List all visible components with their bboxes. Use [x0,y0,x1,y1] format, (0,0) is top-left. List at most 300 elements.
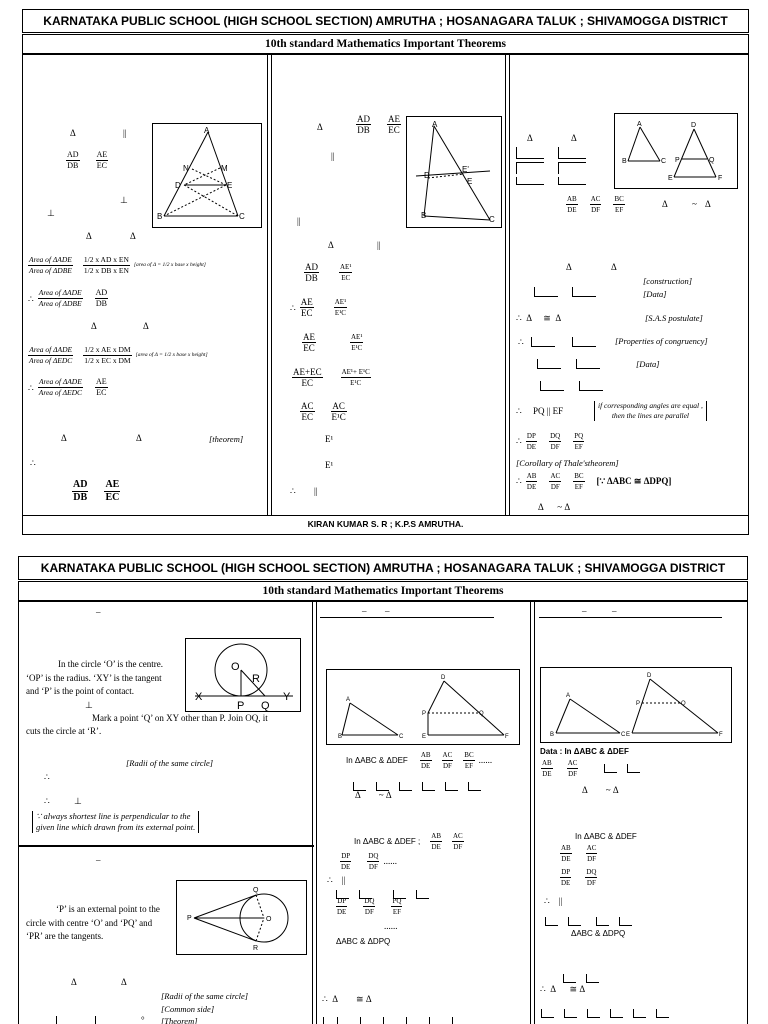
fraction-numerator: 1/2 x AD x EN [83,255,129,264]
fraction [586,843,598,864]
diagram-label: F [505,734,509,740]
fraction-denominator: Area of ΔEDC [38,388,83,397]
text-fragment: Δ [564,502,571,512]
text-fragment: Δ [612,785,619,795]
proof-line: In ΔABC & ΔDEF [575,832,637,841]
column-divider [530,601,535,1024]
text-fragment: Δ [332,994,339,1004]
fraction-numerator: AD [357,114,370,124]
fraction-numerator: AB [420,751,431,759]
fraction-numerator: DQ [550,432,561,440]
congruence-line [322,994,372,1005]
text-fragment: Δ [385,790,392,800]
text-fragment: [area of Δ = 1/2 x base x height] [133,262,206,268]
angle-mark [537,359,561,369]
delta-symbol: Δ [571,133,577,143]
fraction [83,345,131,366]
fraction [38,377,83,398]
diagram-label: Q [709,157,715,164]
congruence-line [540,984,585,995]
angle-mark [596,917,609,926]
perp-symbol: ⊥ [74,796,82,806]
reason-theorem: [Theorem] [161,1016,198,1024]
angle-mark [534,287,558,297]
delta-symbol: Δ [130,231,136,241]
fraction-numerator: DP [561,868,571,876]
fraction-denominator: EC [300,308,313,318]
reason-sas: [S.A.S postulate] [645,313,703,323]
fraction [38,288,83,309]
fraction-numerator: AC [590,195,601,203]
dash-mark: – [385,606,390,616]
fraction-numerator: BC [464,751,474,759]
fraction-denominator: DF [550,483,560,491]
fraction-denominator: 1/2 x EC x DM [84,356,131,365]
parallel-symbol: || [331,151,335,161]
fraction-denominator: E¹C [351,344,363,352]
school-title: KARNATAKA PUBLIC SCHOOL (HIGH SCHOOL SECTION) AMRUTHA ; HOSANAGARA TALUK ; SHIVAMOGGA DISTRICT [40,561,726,575]
fraction-denominator: DE [561,879,571,887]
diagram-label: E [668,175,673,182]
fraction [300,401,315,422]
angle-mark [323,1017,327,1024]
diagram-label: Y [283,691,291,703]
fraction-denominator: DE [431,843,441,851]
diagram-shape [674,129,694,177]
angle-mark [445,782,458,791]
text-fragment: and ‘P’ is the point of contact. [26,686,135,696]
diagram-label: E' [462,165,469,174]
triangles-label: ΔABC & ΔDPQ [571,929,626,938]
data-ratios [541,758,645,779]
parallel-symbol: || [123,128,127,138]
fraction-denominator: Area of ΔDBE [29,266,72,275]
fraction-denominator: DF [453,843,463,851]
fraction [585,867,597,888]
fraction [573,471,584,492]
fraction [336,896,347,917]
text-fragment: ≅ [543,313,551,323]
diagram-shape [194,895,256,918]
fraction-denominator: EC [96,161,108,170]
diagram-label: A [637,121,642,128]
fraction-denominator: DE [526,483,537,491]
reason-data: [Data] [643,289,667,299]
text-fragment: Δ [555,313,562,323]
angle-mark [563,974,576,983]
fraction [541,758,553,779]
diagram-label: B [622,158,627,165]
similarity-conclusion [538,502,570,513]
subtitle: 10th standard Mathematics Important Theorems [262,585,504,597]
fraction-denominator: EC [303,343,315,353]
fraction-numerator: BC [574,472,584,480]
angle-mark [56,1016,66,1024]
diagram-label: D [647,673,652,679]
text-fragment: In ΔABC & ΔDEF ; [354,837,421,846]
perp-symbol: ⊥ [85,700,93,710]
fraction-numerator: AB [542,759,552,767]
text-fragment [558,177,586,185]
fraction-denominator: EF [392,908,402,916]
reason-construction: [construction] [643,276,693,286]
fraction-denominator: DB [73,492,88,503]
fraction [420,750,432,771]
fraction [387,114,401,135]
diagram-label: D [424,171,430,180]
fraction [104,479,120,504]
fraction-numerator: Area of ΔADE [38,288,82,297]
angle-mark [541,1009,554,1018]
fraction-numerator: AE [303,332,315,342]
triangles-label: ΔABC & ΔDPQ [336,937,391,946]
text-fragment: ...... [383,856,397,866]
proof-ratios-1 [560,843,597,864]
diagram-label: A [432,120,438,129]
proof-step-2 [290,297,347,318]
diagram-label: C [399,734,404,740]
fraction-denominator: DB [305,273,318,283]
parallel-symbol: || [314,486,318,496]
fraction-denominator: E¹C [331,412,346,422]
text-fragment: ∴ [544,896,550,906]
angle-mark [586,974,599,983]
text-fragment: Δ [550,984,557,994]
angle-mark [360,1017,373,1024]
fraction [95,288,109,309]
text-fragment: ‘PR’ are the tangents. [26,931,104,941]
delta-symbol: Δ [705,199,711,209]
fraction-numerator: DQ [586,868,597,876]
reason-common-side: [Common side] [161,1004,215,1014]
text-fragment: ∴ [28,294,34,305]
text-fragment: [area of Δ = 1/2 x base x height] [135,352,208,358]
fraction-numerator: AE¹ [340,263,352,271]
fraction-denominator: DF [591,206,601,214]
fraction-numerator: Area of ΔADE [29,255,72,264]
fraction-numerator: AD [67,150,79,159]
angle-mark [422,782,435,791]
diagram-shape [640,127,660,161]
diagram-label: P [237,700,245,712]
diagram-label: P [636,701,641,707]
converse-diagram [406,116,502,228]
proof-ratios-2 [560,867,597,888]
fraction-denominator: EC [301,412,314,422]
fraction [66,150,80,171]
delta-symbol: Δ [566,262,572,272]
diagram-label: E [467,177,473,186]
fraction-denominator: DE [341,863,351,871]
delta-symbol: Δ [143,321,149,331]
angle-mark [564,1009,577,1018]
diagram-shape [350,703,398,735]
angle-mark [540,381,564,391]
fraction-denominator: DF [587,855,597,863]
angle-mark [468,782,481,791]
diagram-label: E [422,734,427,740]
diagram-label: Q [479,711,484,717]
text-fragment: || [341,875,346,885]
fraction [549,471,561,492]
hypothesis-line [346,750,492,771]
dash-mark: – [96,855,101,865]
author-footer: KIRAN KUMAR S. R ; K.P.S AMRUTHA. [307,519,464,529]
fraction [356,114,371,135]
angle-mark [572,337,596,347]
delta-symbol: Δ [662,199,668,209]
fraction [560,867,571,888]
text-fragment [516,177,544,185]
fraction-numerator: AB [567,195,577,203]
sheet2-title-bar [18,556,748,580]
angle-mark [576,359,600,369]
fraction [391,896,402,917]
diagram-label: B [338,734,343,740]
fraction-denominator: DF [442,762,452,770]
diagram-label: Q [253,887,259,894]
fraction-numerator: Area of ΔADE [38,377,82,386]
text-fragment [516,162,544,174]
diagram-label: R [252,673,260,685]
fraction-denominator: DF [568,770,578,778]
school-title: KARNATAKA PUBLIC SCHOOL (HIGH SCHOOL SECTION) AMRUTHA ; HOSANAGARA TALUK ; SHIVAMOGGA DISTRICT [43,14,728,28]
perp-symbol: ⊥ [120,195,128,205]
column-divider [267,54,272,516]
fraction [300,297,314,318]
angle-mark [399,782,412,791]
text-fragment: Δ [538,502,544,512]
text-fragment: given line which drawn from its external point. [36,822,196,832]
angle-mark [337,1017,350,1024]
diagram-label: C [489,215,495,224]
fraction [567,758,579,779]
text-fragment: ∴ [540,984,546,994]
fraction-denominator: DE [567,206,577,214]
text-fragment: ~ [557,502,563,512]
reason-properties: [Properties of congruency] [615,336,708,346]
fraction-denominator: DE [561,855,571,863]
fraction [452,831,464,852]
diagram-shape [184,168,220,185]
text-fragment: ≅ [569,984,578,994]
diagram-label: E [227,181,233,190]
area-ratio-conclusion-2 [28,377,108,398]
reason-radii: [Radii of the same circle] [126,758,214,768]
diagram-label: B [421,211,427,220]
fraction-denominator: EC [301,378,314,388]
fraction-denominator: DE [337,908,347,916]
diagram-label: A [346,697,351,703]
fraction [573,431,584,452]
pq-parallel-ef [516,406,563,417]
text-fragment: PQ || EF [532,406,564,416]
fraction-numerator: DP [526,432,536,440]
fraction-denominator: DB [67,161,79,170]
text-fragment: In ΔABC & ΔDEF [346,756,408,765]
column-divider [505,54,510,516]
angle-mark [568,917,581,926]
ratio-dp-de [516,431,584,452]
diagram-shape [342,703,350,735]
fraction [339,262,352,283]
proof-line [354,831,464,852]
fraction [341,367,371,388]
fraction [590,194,602,215]
dash-mark: – [582,606,587,616]
fraction-denominator: DF [586,879,596,887]
fraction-numerator: AD [73,479,88,490]
fraction-numerator: AD [305,262,318,272]
delta-symbol: Δ [70,128,76,138]
fraction-denominator: EF [574,483,583,491]
angle-mark [604,764,617,773]
diagram-label: D [441,675,446,681]
circle-description [26,658,163,699]
column-divider [312,601,317,1024]
proof-step-1 [304,262,352,283]
fraction-numerator: PQ [574,432,584,440]
delta-symbol: Δ [317,122,323,132]
data-line: Data : In ΔABC & ΔDEF [540,747,629,756]
text-fragment: ≅ [356,994,364,1004]
similar-conclusion [582,785,619,796]
angle-mark [95,1016,105,1024]
diagram-label: C [661,158,667,165]
text-fragment: Δ [582,785,588,795]
dash-mark: – [612,606,617,616]
angle-mark [627,764,640,773]
fraction-numerator: AD [95,288,108,297]
diagram-label: P [422,711,427,717]
fraction [463,750,474,771]
angle-mark [610,1009,623,1018]
delta-symbol: Δ [328,240,334,250]
fraction [28,255,73,276]
sheet1-title-bar [22,9,749,33]
fraction-denominator: EC [341,274,351,282]
fraction [331,401,347,422]
angle-mark [416,890,429,899]
proof-step-5 [300,401,347,422]
degree-symbol: ° [141,1015,145,1024]
fraction-numerator: AC [586,844,597,852]
fraction-denominator: DF [364,908,374,916]
delta-symbol: Δ [91,321,97,331]
fraction [363,896,375,917]
text-fragment: ∴ [322,994,328,1004]
diagram-shape [256,918,264,941]
diagram-shape [628,127,640,161]
angle-mark [587,1009,600,1018]
fraction [334,297,347,318]
fraction [304,262,319,283]
fraction-numerator: PQ [392,897,402,905]
parallel-symbol: || [377,240,381,250]
angle-mark [633,1009,646,1018]
fraction-numerator: AB [431,832,441,840]
fraction-denominator: E¹C [334,309,346,317]
diagram-label: N [183,164,189,173]
angle-row [536,1004,674,1022]
fraction-denominator: Area of ΔEDC [29,356,73,365]
diagram-label: P [187,915,192,922]
diagram-label: O [266,916,272,923]
text-fragment: ~ [378,790,384,800]
fraction-denominator: EF [464,762,474,770]
fraction [430,831,442,852]
diagram-label: X [195,691,203,703]
sheet2-subtitle-bar [18,581,748,601]
text-fragment: Δ [579,984,586,994]
diagram-label: A [566,693,571,699]
fraction-numerator: AE [300,297,313,307]
fraction [72,479,88,504]
reason-radii: [Radii of the same circle] [161,991,249,1001]
text-fragment: circle with centre ‘O’ and ‘PQ’ and [26,917,153,928]
diagram-label: Q [681,701,686,707]
fraction [442,750,454,771]
aaa-similarity-diagram [326,669,520,745]
fraction [340,851,351,872]
final-ratio [72,479,120,504]
dots: ...... [384,921,398,931]
similarity-diagram [614,113,738,189]
proof-step-4 [292,367,371,388]
text-fragment: Δ [365,994,372,1004]
diagram-label: P [675,157,680,164]
fraction-numerator: AC [453,832,463,840]
diagram-shape [164,185,226,216]
fraction [302,332,316,353]
fraction-denominator: DB [357,125,370,135]
delta-symbol: Δ [86,231,92,241]
fraction-denominator: EC [105,492,120,503]
fraction-numerator: AC [550,472,561,480]
sheet1-footer-bar [22,515,749,535]
diagram-label: D [175,181,181,190]
fraction [28,345,73,366]
ratio-dp-dq-pq [336,896,402,917]
diagram-label: M [221,164,228,173]
area-ratio-2 [28,345,208,366]
e1-label: E¹ [325,434,334,444]
delta-symbol: Δ [611,262,617,272]
therefore-symbol: ∴ [44,772,50,782]
fraction-numerator: AB [526,472,537,480]
fraction-numerator: AE¹ [351,333,363,341]
text-fragment: ∵ always shortest line is perpendicular to the [36,811,191,821]
ratio-final [516,471,671,492]
diagram-shape [194,918,256,941]
dash-mark: – [362,606,367,616]
fraction [526,431,537,452]
text-fragment: ‘OP’ is the radius. ‘XY’ is the tangent [26,672,162,683]
fraction-numerator: AC [301,401,314,411]
fraction [83,255,130,276]
angle-mark [429,1017,442,1024]
theorem-reason: [theorem] [209,434,244,444]
text-fragment: || [558,896,563,906]
therefore-parallel [544,896,562,907]
diagram-label: E [626,732,631,738]
therefore-symbol: ∴ [518,337,524,347]
diagram-shape [570,699,620,733]
text-fragment: [∵ ΔABC ≅ ΔDPQ] [596,476,672,486]
angle-mark [545,917,558,926]
area-ratio-1 [28,255,206,276]
fraction-numerator: DP [337,897,347,905]
